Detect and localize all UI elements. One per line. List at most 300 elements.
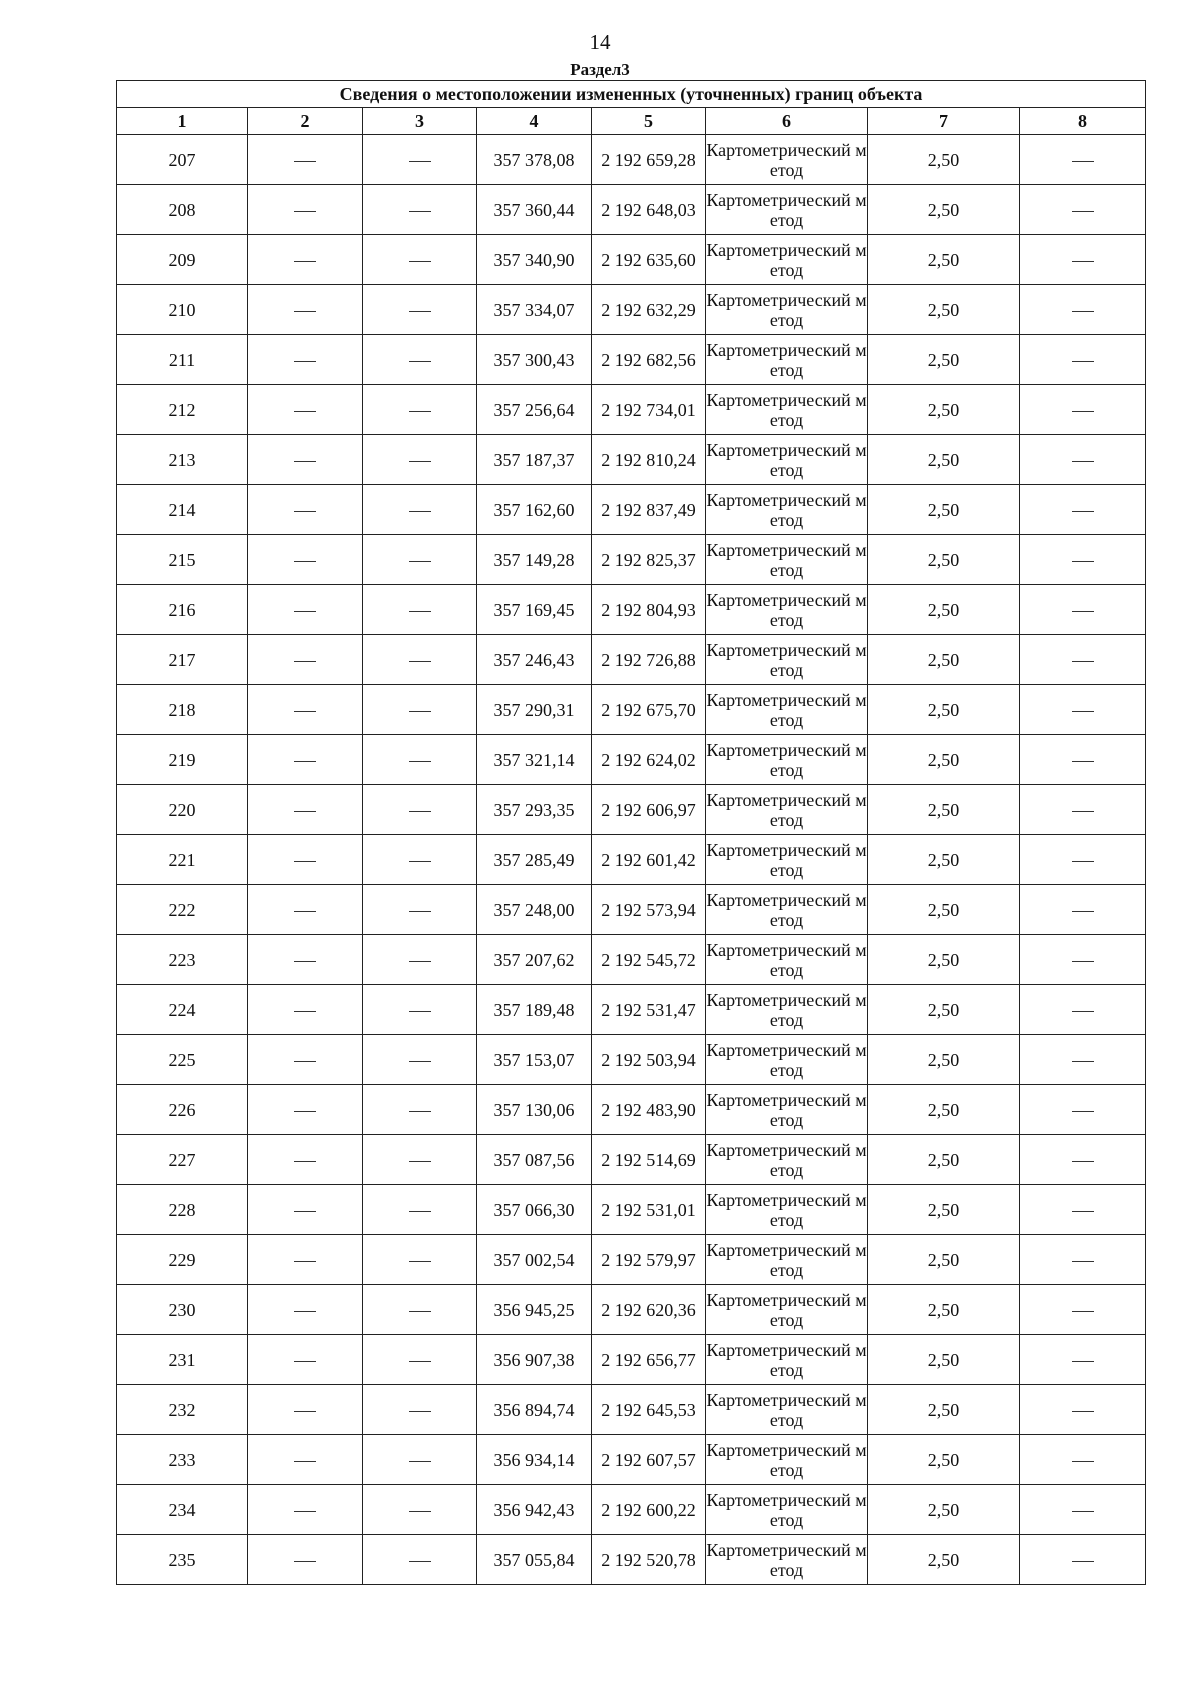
col8-empty-cell xyxy=(1020,685,1146,735)
accuracy-cell: 2,50 xyxy=(868,585,1020,635)
coordinate-x-cell: 357 256,64 xyxy=(477,385,592,435)
dash-mark xyxy=(294,361,316,362)
coordinate-y-cell: 2 192 545,72 xyxy=(592,935,706,985)
table-row xyxy=(117,585,1146,635)
table-row xyxy=(117,685,1146,735)
point-number-cell: 235 xyxy=(117,1535,248,1585)
dash-mark xyxy=(1072,661,1094,662)
dash-mark xyxy=(409,1111,431,1112)
coordinate-y-cell: 2 192 648,03 xyxy=(592,185,706,235)
method-cell: Картометрический метод xyxy=(706,185,868,235)
point-number-cell: 221 xyxy=(117,835,248,885)
coordinate-x-cell: 357 002,54 xyxy=(477,1235,592,1285)
table-body xyxy=(117,135,1146,1585)
coordinate-y-cell: 2 192 656,77 xyxy=(592,1335,706,1385)
coordinate-y-cell: 2 192 531,01 xyxy=(592,1185,706,1235)
coordinate-y-cell: 2 192 607,57 xyxy=(592,1435,706,1485)
point-number-cell: 211 xyxy=(117,335,248,385)
col2-empty-cell xyxy=(248,535,363,585)
dash-mark xyxy=(409,211,431,212)
coordinate-y-cell: 2 192 635,60 xyxy=(592,235,706,285)
dash-mark xyxy=(1072,561,1094,562)
dash-mark xyxy=(294,711,316,712)
dash-mark xyxy=(1072,1261,1094,1262)
dash-mark xyxy=(1072,1161,1094,1162)
dash-mark xyxy=(1072,811,1094,812)
accuracy-cell: 2,50 xyxy=(868,1285,1020,1335)
dash-mark xyxy=(1072,1511,1094,1512)
coordinate-y-cell: 2 192 579,97 xyxy=(592,1235,706,1285)
col2-empty-cell xyxy=(248,735,363,785)
accuracy-cell: 2,50 xyxy=(868,685,1020,735)
accuracy-cell: 2,50 xyxy=(868,1185,1020,1235)
section-label: Раздел3 xyxy=(570,60,630,79)
coordinate-x-cell: 357 293,35 xyxy=(477,785,592,835)
col3-empty-cell xyxy=(363,485,477,535)
dash-mark xyxy=(1072,311,1094,312)
dash-mark xyxy=(294,1061,316,1062)
accuracy-cell: 2,50 xyxy=(868,235,1020,285)
accuracy-cell: 2,50 xyxy=(868,1485,1020,1535)
column-header-row xyxy=(117,108,1146,135)
accuracy-cell: 2,50 xyxy=(868,535,1020,585)
coordinate-y-cell: 2 192 825,37 xyxy=(592,535,706,585)
dash-mark xyxy=(294,261,316,262)
column-header-1: 1 xyxy=(117,108,248,135)
point-number-cell: 228 xyxy=(117,1185,248,1235)
accuracy-cell: 2,50 xyxy=(868,785,1020,835)
point-number-cell: 227 xyxy=(117,1135,248,1185)
dash-mark xyxy=(409,611,431,612)
point-number-cell: 215 xyxy=(117,535,248,585)
col2-empty-cell xyxy=(248,135,363,185)
dash-mark xyxy=(294,861,316,862)
coordinate-x-cell: 357 360,44 xyxy=(477,185,592,235)
accuracy-cell: 2,50 xyxy=(868,935,1020,985)
method-cell: Картометрический метод xyxy=(706,1285,868,1335)
column-header-7: 7 xyxy=(868,108,1020,135)
method-cell: Картометрический метод xyxy=(706,1185,868,1235)
coordinate-y-cell: 2 192 514,69 xyxy=(592,1135,706,1185)
table-row xyxy=(117,335,1146,385)
dash-mark xyxy=(1072,361,1094,362)
column-header-2: 2 xyxy=(248,108,363,135)
col2-empty-cell xyxy=(248,985,363,1035)
dash-mark xyxy=(409,1161,431,1162)
table-row xyxy=(117,385,1146,435)
table-row xyxy=(117,985,1146,1035)
col8-empty-cell xyxy=(1020,185,1146,235)
table-row xyxy=(117,535,1146,585)
col3-empty-cell xyxy=(363,585,477,635)
dash-mark xyxy=(409,811,431,812)
dash-mark xyxy=(294,511,316,512)
col2-empty-cell xyxy=(248,585,363,635)
col2-empty-cell xyxy=(248,1235,363,1285)
coordinate-x-cell: 357 248,00 xyxy=(477,885,592,935)
coordinate-x-cell: 357 246,43 xyxy=(477,635,592,685)
dash-mark xyxy=(294,1411,316,1412)
point-number-cell: 214 xyxy=(117,485,248,535)
col2-empty-cell xyxy=(248,435,363,485)
coordinate-x-cell: 357 130,06 xyxy=(477,1085,592,1135)
method-cell: Картометрический метод xyxy=(706,1435,868,1485)
method-cell: Картометрический метод xyxy=(706,385,868,435)
coordinate-x-cell: 356 894,74 xyxy=(477,1385,592,1435)
method-cell: Картометрический метод xyxy=(706,985,868,1035)
dash-mark xyxy=(1072,261,1094,262)
col8-empty-cell xyxy=(1020,835,1146,885)
table-row xyxy=(117,1135,1146,1185)
table-row xyxy=(117,635,1146,685)
coordinate-x-cell: 357 321,14 xyxy=(477,735,592,785)
method-cell: Картометрический метод xyxy=(706,785,868,835)
method-cell: Картометрический метод xyxy=(706,335,868,385)
col3-empty-cell xyxy=(363,385,477,435)
accuracy-cell: 2,50 xyxy=(868,385,1020,435)
table-row xyxy=(117,1435,1146,1485)
col2-empty-cell xyxy=(248,1435,363,1485)
col3-empty-cell xyxy=(363,685,477,735)
coordinate-x-cell: 357 162,60 xyxy=(477,485,592,535)
col8-empty-cell xyxy=(1020,885,1146,935)
col3-empty-cell xyxy=(363,185,477,235)
column-header-6: 6 xyxy=(706,108,868,135)
coordinate-x-cell: 357 066,30 xyxy=(477,1185,592,1235)
dash-mark xyxy=(1072,1311,1094,1312)
boundary-table xyxy=(116,80,1146,1585)
col2-empty-cell xyxy=(248,635,363,685)
col8-empty-cell xyxy=(1020,135,1146,185)
method-cell: Картометрический метод xyxy=(706,835,868,885)
col8-empty-cell xyxy=(1020,285,1146,335)
coordinate-x-cell: 357 340,90 xyxy=(477,235,592,285)
dash-mark xyxy=(1072,161,1094,162)
point-number-cell: 226 xyxy=(117,1085,248,1135)
table-row xyxy=(117,235,1146,285)
col8-empty-cell xyxy=(1020,585,1146,635)
dash-mark xyxy=(409,911,431,912)
accuracy-cell: 2,50 xyxy=(868,735,1020,785)
col3-empty-cell xyxy=(363,1485,477,1535)
method-cell: Картометрический метод xyxy=(706,1385,868,1435)
table-row xyxy=(117,1085,1146,1135)
dash-mark xyxy=(294,311,316,312)
col3-empty-cell xyxy=(363,1135,477,1185)
point-number-cell: 230 xyxy=(117,1285,248,1335)
col8-empty-cell xyxy=(1020,1435,1146,1485)
dash-mark xyxy=(1072,211,1094,212)
coordinate-y-cell: 2 192 675,70 xyxy=(592,685,706,735)
coordinate-y-cell: 2 192 645,53 xyxy=(592,1385,706,1435)
coordinate-x-cell: 356 934,14 xyxy=(477,1435,592,1485)
dash-mark xyxy=(294,761,316,762)
col3-empty-cell xyxy=(363,535,477,585)
dash-mark xyxy=(1072,761,1094,762)
point-number-cell: 207 xyxy=(117,135,248,185)
table-row xyxy=(117,1285,1146,1335)
coordinate-y-cell: 2 192 520,78 xyxy=(592,1535,706,1585)
dash-mark xyxy=(1072,961,1094,962)
col8-empty-cell xyxy=(1020,785,1146,835)
coordinate-x-cell: 357 207,62 xyxy=(477,935,592,985)
dash-mark xyxy=(409,361,431,362)
coordinate-x-cell: 357 169,45 xyxy=(477,585,592,635)
col8-empty-cell xyxy=(1020,1235,1146,1285)
coordinate-x-cell: 357 378,08 xyxy=(477,135,592,185)
coordinate-x-cell: 357 300,43 xyxy=(477,335,592,385)
dash-mark xyxy=(409,411,431,412)
dash-mark xyxy=(1072,861,1094,862)
method-cell: Картометрический метод xyxy=(706,885,868,935)
coordinate-x-cell: 357 285,49 xyxy=(477,835,592,885)
coordinate-x-cell: 357 149,28 xyxy=(477,535,592,585)
dash-mark xyxy=(1072,1561,1094,1562)
method-cell: Картометрический метод xyxy=(706,1085,868,1135)
col2-empty-cell xyxy=(248,1485,363,1535)
dash-mark xyxy=(409,761,431,762)
col2-empty-cell xyxy=(248,185,363,235)
col2-empty-cell xyxy=(248,685,363,735)
dash-mark xyxy=(409,661,431,662)
col2-empty-cell xyxy=(248,1035,363,1085)
col2-empty-cell xyxy=(248,385,363,435)
accuracy-cell: 2,50 xyxy=(868,435,1020,485)
method-cell: Картометрический метод xyxy=(706,435,868,485)
method-cell: Картометрический метод xyxy=(706,1335,868,1385)
col8-empty-cell xyxy=(1020,1135,1146,1185)
method-cell: Картометрический метод xyxy=(706,735,868,785)
table-row xyxy=(117,1235,1146,1285)
coordinate-x-cell: 357 290,31 xyxy=(477,685,592,735)
column-header-5: 5 xyxy=(592,108,706,135)
col8-empty-cell xyxy=(1020,985,1146,1035)
col3-empty-cell xyxy=(363,435,477,485)
table-row xyxy=(117,1485,1146,1535)
method-cell: Картометрический метод xyxy=(706,935,868,985)
coordinate-x-cell: 357 187,37 xyxy=(477,435,592,485)
dash-mark xyxy=(409,861,431,862)
col3-empty-cell xyxy=(363,1385,477,1435)
col2-empty-cell xyxy=(248,835,363,885)
col8-empty-cell xyxy=(1020,1085,1146,1135)
table-row xyxy=(117,785,1146,835)
dash-mark xyxy=(1072,511,1094,512)
coordinate-y-cell: 2 192 837,49 xyxy=(592,485,706,535)
dash-mark xyxy=(409,711,431,712)
dash-mark xyxy=(294,411,316,412)
coordinate-y-cell: 2 192 632,29 xyxy=(592,285,706,335)
dash-mark xyxy=(1072,611,1094,612)
dash-mark xyxy=(409,1561,431,1562)
col8-empty-cell xyxy=(1020,1335,1146,1385)
dash-mark xyxy=(1072,411,1094,412)
point-number-cell: 232 xyxy=(117,1385,248,1435)
point-number-cell: 209 xyxy=(117,235,248,285)
dash-mark xyxy=(294,1561,316,1562)
coordinate-x-cell: 357 189,48 xyxy=(477,985,592,1035)
dash-mark xyxy=(294,211,316,212)
dash-mark xyxy=(409,511,431,512)
col3-empty-cell xyxy=(363,1035,477,1085)
col2-empty-cell xyxy=(248,235,363,285)
dash-mark xyxy=(294,561,316,562)
method-cell: Картометрический метод xyxy=(706,485,868,535)
col2-empty-cell xyxy=(248,1385,363,1435)
col3-empty-cell xyxy=(363,1285,477,1335)
coordinate-x-cell: 356 942,43 xyxy=(477,1485,592,1535)
col3-empty-cell xyxy=(363,735,477,785)
dash-mark xyxy=(409,1461,431,1462)
dash-mark xyxy=(409,461,431,462)
dash-mark xyxy=(1072,711,1094,712)
dash-mark xyxy=(294,911,316,912)
accuracy-cell: 2,50 xyxy=(868,335,1020,385)
dash-mark xyxy=(409,561,431,562)
method-cell: Картометрический метод xyxy=(706,1485,868,1535)
col3-empty-cell xyxy=(363,635,477,685)
accuracy-cell: 2,50 xyxy=(868,885,1020,935)
col3-empty-cell xyxy=(363,1085,477,1135)
accuracy-cell: 2,50 xyxy=(868,1035,1020,1085)
point-number-cell: 223 xyxy=(117,935,248,985)
dash-mark xyxy=(409,311,431,312)
point-number-cell: 233 xyxy=(117,1435,248,1485)
dash-mark xyxy=(1072,1211,1094,1212)
col3-empty-cell xyxy=(363,1235,477,1285)
col2-empty-cell xyxy=(248,1185,363,1235)
dash-mark xyxy=(294,1161,316,1162)
coordinate-y-cell: 2 192 726,88 xyxy=(592,635,706,685)
table-row xyxy=(117,935,1146,985)
page-number: 14 xyxy=(589,30,611,54)
table-title: Сведения о местоположении измененных (уточненных) границ объекта xyxy=(117,81,1146,108)
col8-empty-cell xyxy=(1020,485,1146,535)
dash-mark xyxy=(294,161,316,162)
dash-mark xyxy=(294,661,316,662)
table-row xyxy=(117,835,1146,885)
col3-empty-cell xyxy=(363,285,477,335)
dash-mark xyxy=(294,1461,316,1462)
dash-mark xyxy=(409,961,431,962)
dash-mark xyxy=(1072,461,1094,462)
accuracy-cell: 2,50 xyxy=(868,1235,1020,1285)
dash-mark xyxy=(1072,1411,1094,1412)
coordinate-y-cell: 2 192 620,36 xyxy=(592,1285,706,1335)
dash-mark xyxy=(294,611,316,612)
coordinate-y-cell: 2 192 810,24 xyxy=(592,435,706,485)
col8-empty-cell xyxy=(1020,1385,1146,1435)
point-number-cell: 219 xyxy=(117,735,248,785)
accuracy-cell: 2,50 xyxy=(868,285,1020,335)
col2-empty-cell xyxy=(248,285,363,335)
col3-empty-cell xyxy=(363,1335,477,1385)
coordinate-x-cell: 357 087,56 xyxy=(477,1135,592,1185)
col2-empty-cell xyxy=(248,335,363,385)
method-cell: Картометрический метод xyxy=(706,685,868,735)
col8-empty-cell xyxy=(1020,935,1146,985)
method-cell: Картометрический метод xyxy=(706,135,868,185)
col2-empty-cell xyxy=(248,1335,363,1385)
point-number-cell: 222 xyxy=(117,885,248,935)
table-row xyxy=(117,285,1146,335)
point-number-cell: 229 xyxy=(117,1235,248,1285)
dash-mark xyxy=(409,261,431,262)
accuracy-cell: 2,50 xyxy=(868,1535,1020,1585)
coordinate-y-cell: 2 192 531,47 xyxy=(592,985,706,1035)
point-number-cell: 212 xyxy=(117,385,248,435)
table-row xyxy=(117,1185,1146,1235)
accuracy-cell: 2,50 xyxy=(868,1135,1020,1185)
col8-empty-cell xyxy=(1020,1035,1146,1085)
col8-empty-cell xyxy=(1020,1535,1146,1585)
dash-mark xyxy=(409,1411,431,1412)
col2-empty-cell xyxy=(248,1285,363,1335)
coordinate-y-cell: 2 192 682,56 xyxy=(592,335,706,385)
method-cell: Картометрический метод xyxy=(706,1235,868,1285)
column-header-4: 4 xyxy=(477,108,592,135)
method-cell: Картометрический метод xyxy=(706,1535,868,1585)
col8-empty-cell xyxy=(1020,1185,1146,1235)
col3-empty-cell xyxy=(363,985,477,1035)
table-row xyxy=(117,485,1146,535)
dash-mark xyxy=(294,1211,316,1212)
dash-mark xyxy=(409,161,431,162)
coordinate-y-cell: 2 192 600,22 xyxy=(592,1485,706,1535)
method-cell: Картометрический метод xyxy=(706,535,868,585)
dash-mark xyxy=(409,1211,431,1212)
coordinate-x-cell: 356 907,38 xyxy=(477,1335,592,1385)
point-number-cell: 208 xyxy=(117,185,248,235)
point-number-cell: 216 xyxy=(117,585,248,635)
table-row xyxy=(117,1035,1146,1085)
col8-empty-cell xyxy=(1020,435,1146,485)
accuracy-cell: 2,50 xyxy=(868,635,1020,685)
dash-mark xyxy=(294,1311,316,1312)
point-number-cell: 210 xyxy=(117,285,248,335)
dash-mark xyxy=(294,1511,316,1512)
dash-mark xyxy=(409,1361,431,1362)
point-number-cell: 231 xyxy=(117,1335,248,1385)
point-number-cell: 217 xyxy=(117,635,248,685)
col3-empty-cell xyxy=(363,1185,477,1235)
col3-empty-cell xyxy=(363,1535,477,1585)
coordinate-y-cell: 2 192 601,42 xyxy=(592,835,706,885)
col8-empty-cell xyxy=(1020,635,1146,685)
dash-mark xyxy=(294,811,316,812)
method-cell: Картометрический метод xyxy=(706,585,868,635)
col8-empty-cell xyxy=(1020,335,1146,385)
dash-mark xyxy=(409,1311,431,1312)
method-cell: Картометрический метод xyxy=(706,635,868,685)
table-row xyxy=(117,185,1146,235)
col3-empty-cell xyxy=(363,835,477,885)
dash-mark xyxy=(294,961,316,962)
table-row xyxy=(117,435,1146,485)
dash-mark xyxy=(409,1011,431,1012)
coordinate-x-cell: 357 153,07 xyxy=(477,1035,592,1085)
point-number-cell: 224 xyxy=(117,985,248,1035)
coordinate-y-cell: 2 192 503,94 xyxy=(592,1035,706,1085)
col8-empty-cell xyxy=(1020,1285,1146,1335)
point-number-cell: 225 xyxy=(117,1035,248,1085)
coordinate-y-cell: 2 192 573,94 xyxy=(592,885,706,935)
point-number-cell: 213 xyxy=(117,435,248,485)
table-row xyxy=(117,135,1146,185)
method-cell: Картометрический метод xyxy=(706,1035,868,1085)
col3-empty-cell xyxy=(363,935,477,985)
col3-empty-cell xyxy=(363,235,477,285)
